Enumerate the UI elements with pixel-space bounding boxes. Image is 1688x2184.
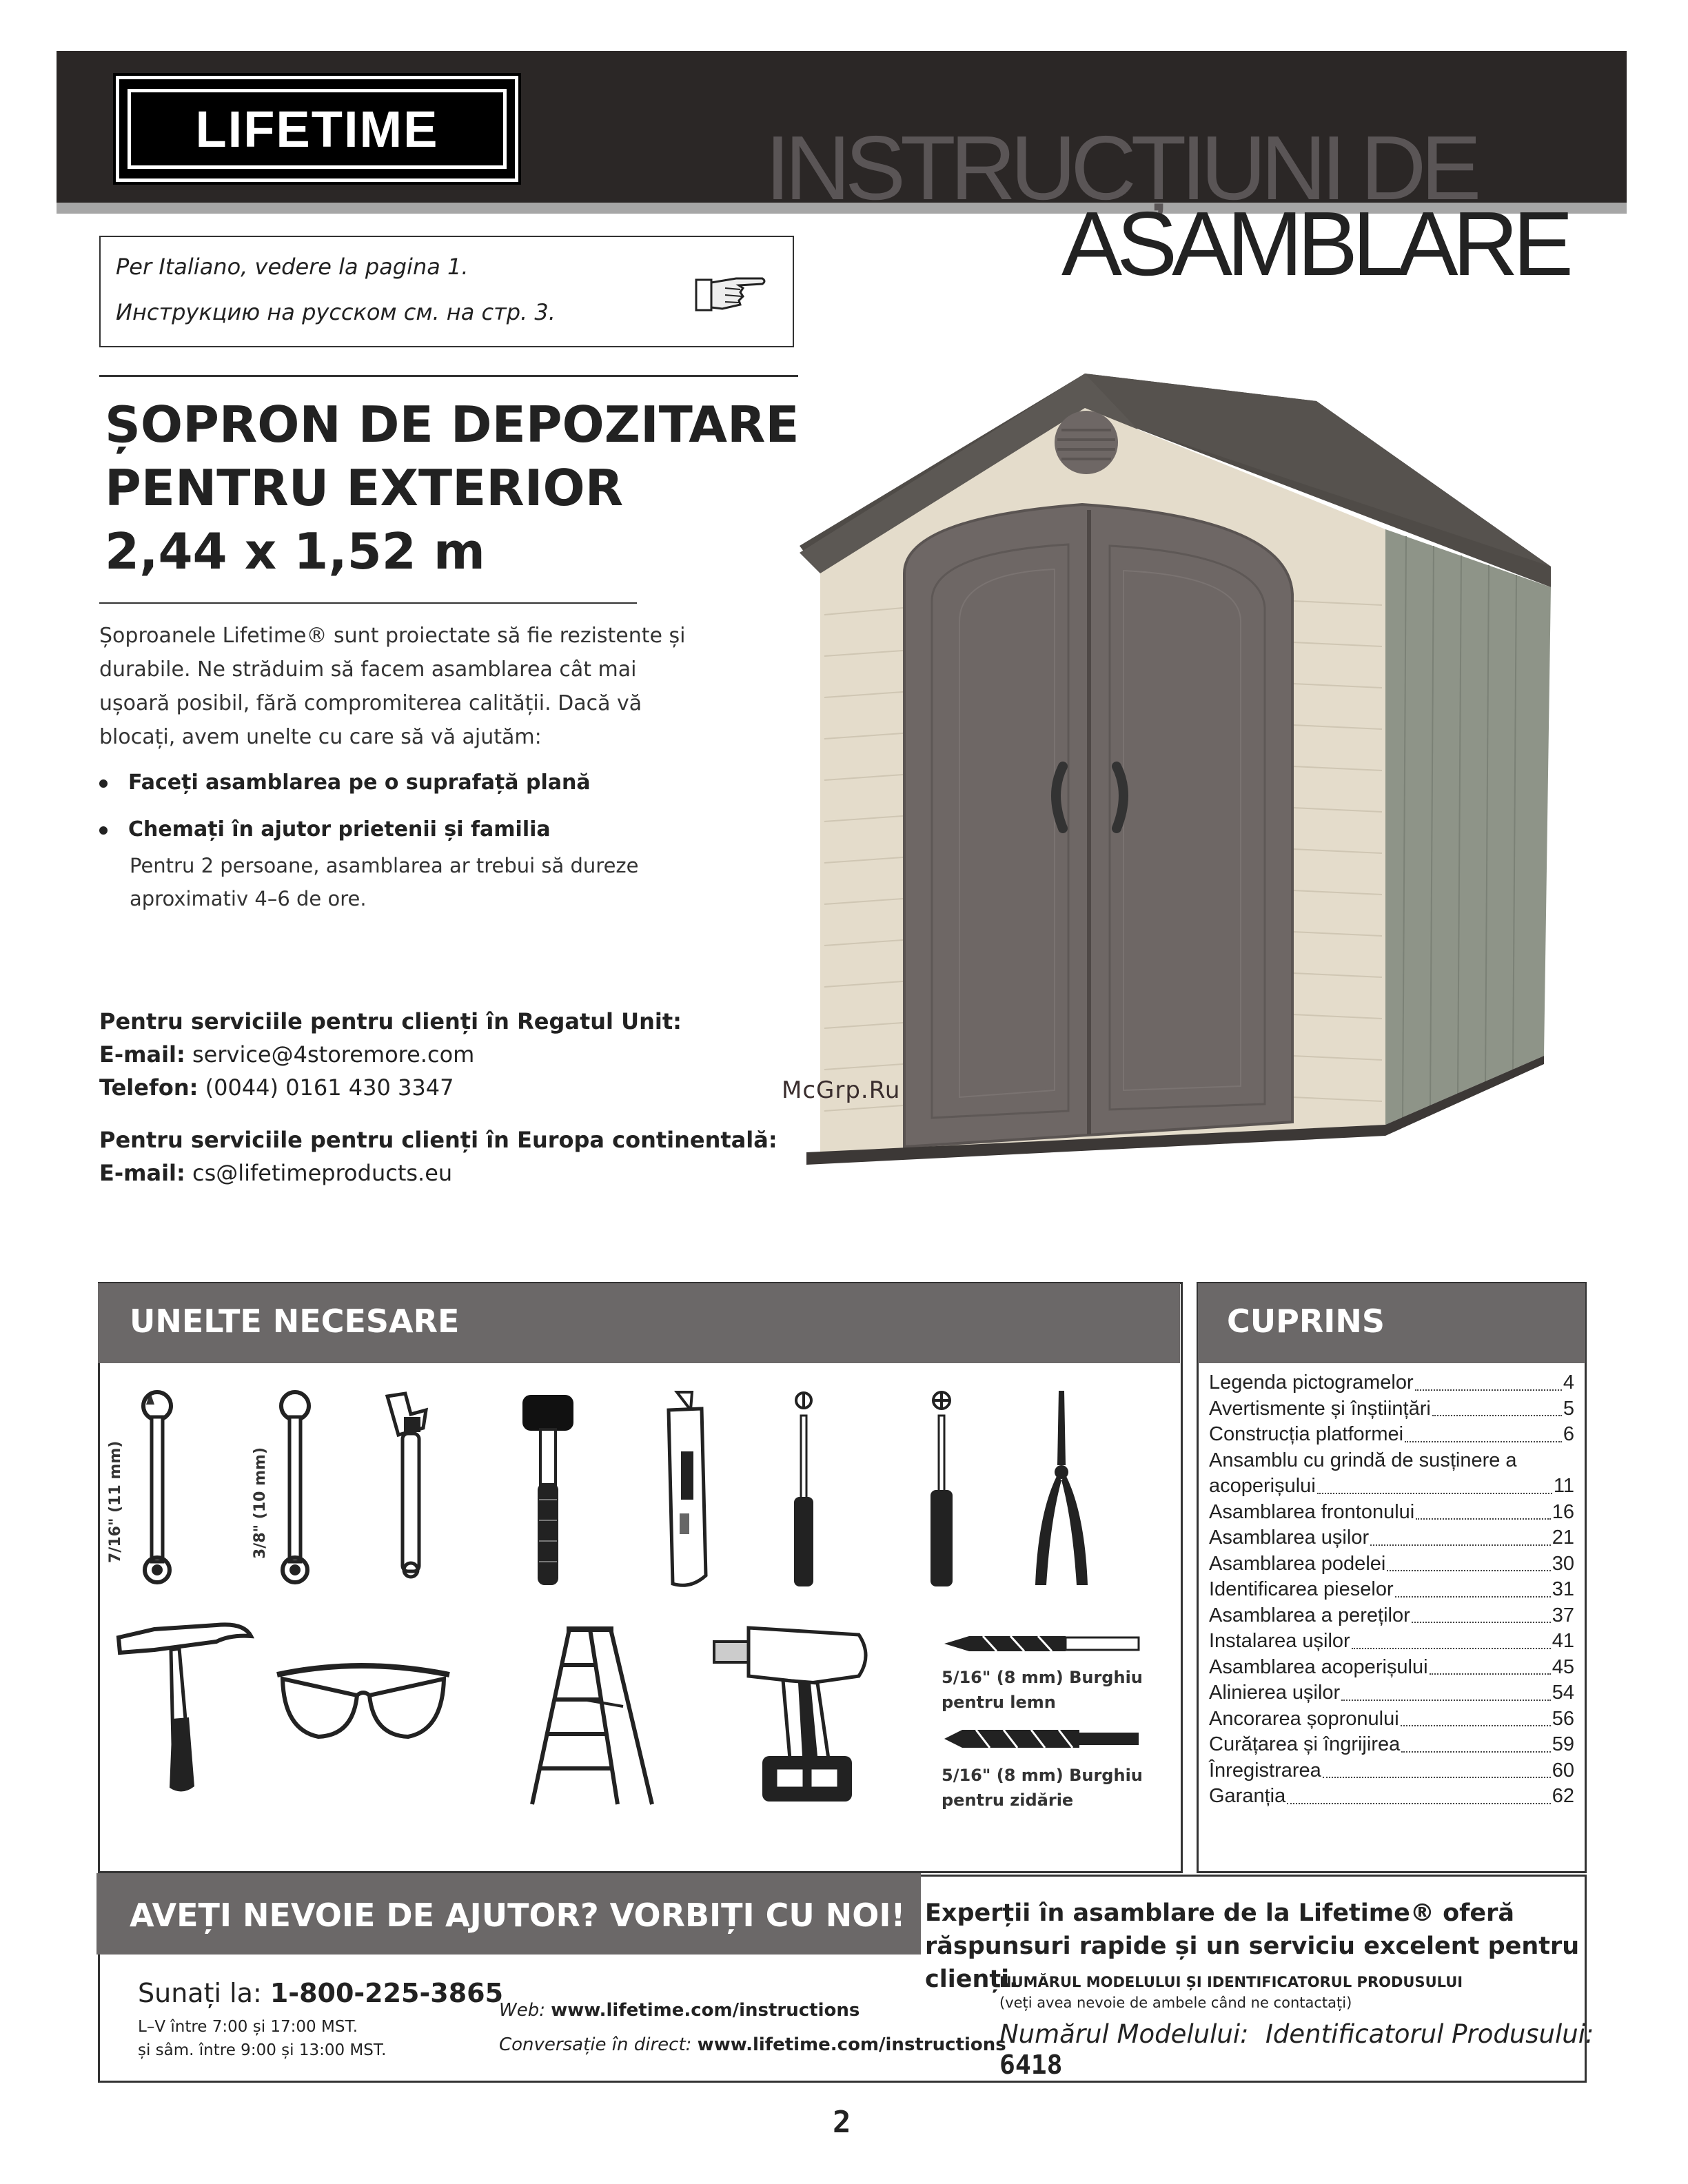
page-number: 2 <box>833 2105 851 2140</box>
toc-entry[interactable]: Înregistrarea 60 <box>1209 1759 1574 1782</box>
toc-entry[interactable]: Ancorarea șopronului 56 <box>1209 1707 1574 1730</box>
uk-contact-heading: Pentru serviciile pentru clienți în Regatul Unit: <box>99 1008 682 1034</box>
bullet-subtext: Pentru 2 persoane, asamblarea ar trebui să dureze aproximativ 4–6 de ore. <box>130 854 639 910</box>
pointing-hand-icon <box>695 265 766 317</box>
email-label: E-mail: <box>99 1041 185 1068</box>
help-section-title: AVEȚI NEVOIE DE AJUTOR? VORBIȚI CU NOI! <box>130 1897 906 1934</box>
uk-email-line <box>99 1038 474 1071</box>
wrench-11mm-label: 7/16" (11 mm) <box>107 1440 124 1563</box>
toc-entry-line1[interactable]: Ansamblu cu grindă de susținere a <box>1209 1449 1517 1471</box>
web-label: Web: <box>499 2000 545 2021</box>
toc-entry[interactable]: Avertismente și înștiințări 5 <box>1209 1397 1574 1420</box>
product-title-line3: 2,44 x 1,52 m <box>105 522 485 580</box>
toc-entry[interactable]: Identificarea pieselor 31 <box>1209 1578 1574 1600</box>
toc-entry[interactable]: Instalarea ușilor 41 <box>1209 1630 1574 1652</box>
russian-note: Инструкцию на русском см. на стр. 3. <box>116 299 556 325</box>
uk-email-link[interactable]: service@4storemore.com <box>192 1041 475 1068</box>
wrench-10mm-label: 3/8" (10 mm) <box>252 1447 269 1559</box>
chat-label: Conversație în direct: <box>499 2034 692 2055</box>
uk-phone-line <box>99 1071 454 1104</box>
claw-hammer-icon <box>113 1615 258 1802</box>
logo-text: LIFETIME <box>128 89 507 169</box>
toc-entry[interactable]: Asamblarea frontonului 16 <box>1209 1500 1574 1523</box>
wood-drill-bit-icon <box>942 1633 1141 1654</box>
table-of-contents <box>1209 1370 1574 1810</box>
product-title-line1: ȘOPRON DE DEPOZITARE <box>105 396 800 453</box>
tools-section-title: UNELTE NECESARE <box>130 1303 460 1340</box>
page-title-line2: ASAMBLARE <box>1061 193 1568 294</box>
web-line <box>499 2000 860 2021</box>
bullet-text: Chemați în ajutor prietenii și familia <box>128 817 551 841</box>
product-title <box>105 393 800 583</box>
toc-entry[interactable]: Asamblarea a pereților 37 <box>1209 1604 1574 1626</box>
bullet-text: Faceți asamblarea pe o suprafață plană <box>128 770 591 795</box>
masonry-drill-bit-icon <box>942 1728 1141 1749</box>
divider <box>99 375 798 377</box>
model-number-label: Numărul Modelului: <box>999 2019 1249 2049</box>
divider <box>99 602 637 604</box>
call-line <box>138 1978 503 2008</box>
contents-section-title: CUPRINS <box>1227 1303 1385 1340</box>
toc-entry[interactable]: Asamblarea acoperișului 45 <box>1209 1655 1574 1678</box>
shed-illustration <box>779 367 1584 1166</box>
toc-entry[interactable]: Asamblarea podelei 30 <box>1209 1552 1574 1575</box>
eu-contact-heading: Pentru serviciile pentru clienți în Europa continentală: <box>99 1127 777 1153</box>
bullet-item <box>99 817 551 841</box>
utility-knife-icon <box>663 1389 711 1589</box>
cordless-drill-icon <box>707 1621 879 1807</box>
web-link[interactable]: www.lifetime.com/instructions <box>551 2000 860 2021</box>
toc-entry[interactable]: Legenda pictogramelor 4 <box>1209 1371 1574 1394</box>
model-note: (veți avea nevoie de ambele când ne contactați) <box>999 1994 1352 2011</box>
phillips-screwdriver-icon <box>921 1389 962 1589</box>
safety-glasses-icon <box>270 1654 456 1757</box>
toc-entry[interactable]: Curățarea și îngrijirea 59 <box>1209 1733 1574 1755</box>
product-id-label: Identificatorul Produsului: <box>1265 2019 1594 2049</box>
help-experts-text: Experții în asamblare de la Lifetime® oferă răspunsuri rapide și un serviciu excelent pentru clienți. <box>925 1899 1580 1993</box>
support-phone[interactable]: 1-800-225-3865 <box>270 1978 504 2008</box>
step-ladder-icon <box>521 1624 659 1810</box>
hours-saturday: și sâm. între 9:00 și 13:00 MST. <box>138 2041 387 2059</box>
phone-label: Telefon: <box>99 1074 199 1101</box>
rubber-mallet-icon <box>518 1389 580 1589</box>
product-title-line2: PENTRU EXTERIOR <box>105 459 624 517</box>
italian-note: Per Italiano, vedere la pagina 1. <box>116 254 469 280</box>
hours-weekday: L–V între 7:00 și 17:00 MST. <box>138 2018 358 2036</box>
watermark: McGrp.Ru <box>782 1076 901 1104</box>
wood-drill-bit-label: 5/16" (8 mm) Burghiu pentru lemn <box>942 1668 1143 1712</box>
model-number: 6418 <box>999 2050 1063 2080</box>
eu-email-line <box>99 1156 452 1190</box>
page-title-line1: INSTRUCȚIUNI DE <box>765 117 1476 218</box>
masonry-drill-bit-label: 5/16" (8 mm) Burghiu pentru zidărie <box>942 1766 1143 1810</box>
intro-paragraph: Șoproanele Lifetime® sunt proiectate să fie rezistente și durabile. Ne străduim să facem asamblarea cât mai ușoară posibil, fără compromiterea calității. Dacă vă blocați, avem unelte cu care să vă ajutăm: <box>99 624 686 749</box>
toc-entry[interactable]: acoperișului 11 <box>1209 1475 1574 1497</box>
flathead-screwdriver-icon <box>783 1389 824 1589</box>
uk-phone: (0044) 0161 430 3347 <box>205 1074 454 1101</box>
toc-entry[interactable]: Alinierea ușilor 54 <box>1209 1682 1574 1704</box>
eu-email-link[interactable]: cs@lifetimeproducts.eu <box>192 1160 453 1186</box>
toc-entry[interactable]: Asamblarea ușilor 21 <box>1209 1527 1574 1549</box>
chat-link[interactable]: www.lifetime.com/instructions <box>697 2034 1006 2055</box>
needle-nose-pliers-icon <box>1027 1389 1096 1589</box>
adjustable-wrench-icon <box>378 1389 447 1589</box>
email-label: E-mail: <box>99 1160 185 1186</box>
bullet-item <box>99 770 591 795</box>
lifetime-logo <box>116 76 518 182</box>
toc-entry[interactable]: Construcția platformei 6 <box>1209 1423 1574 1445</box>
toc-entry[interactable]: Garanția 62 <box>1209 1785 1574 1807</box>
language-note-box <box>99 236 794 347</box>
chat-line <box>499 2034 1006 2055</box>
model-heading: NUMĂRUL MODELULUI ȘI IDENTIFICATORUL PRODUSULUI <box>999 1974 1463 1990</box>
call-label: Sunați la: <box>138 1978 262 2008</box>
